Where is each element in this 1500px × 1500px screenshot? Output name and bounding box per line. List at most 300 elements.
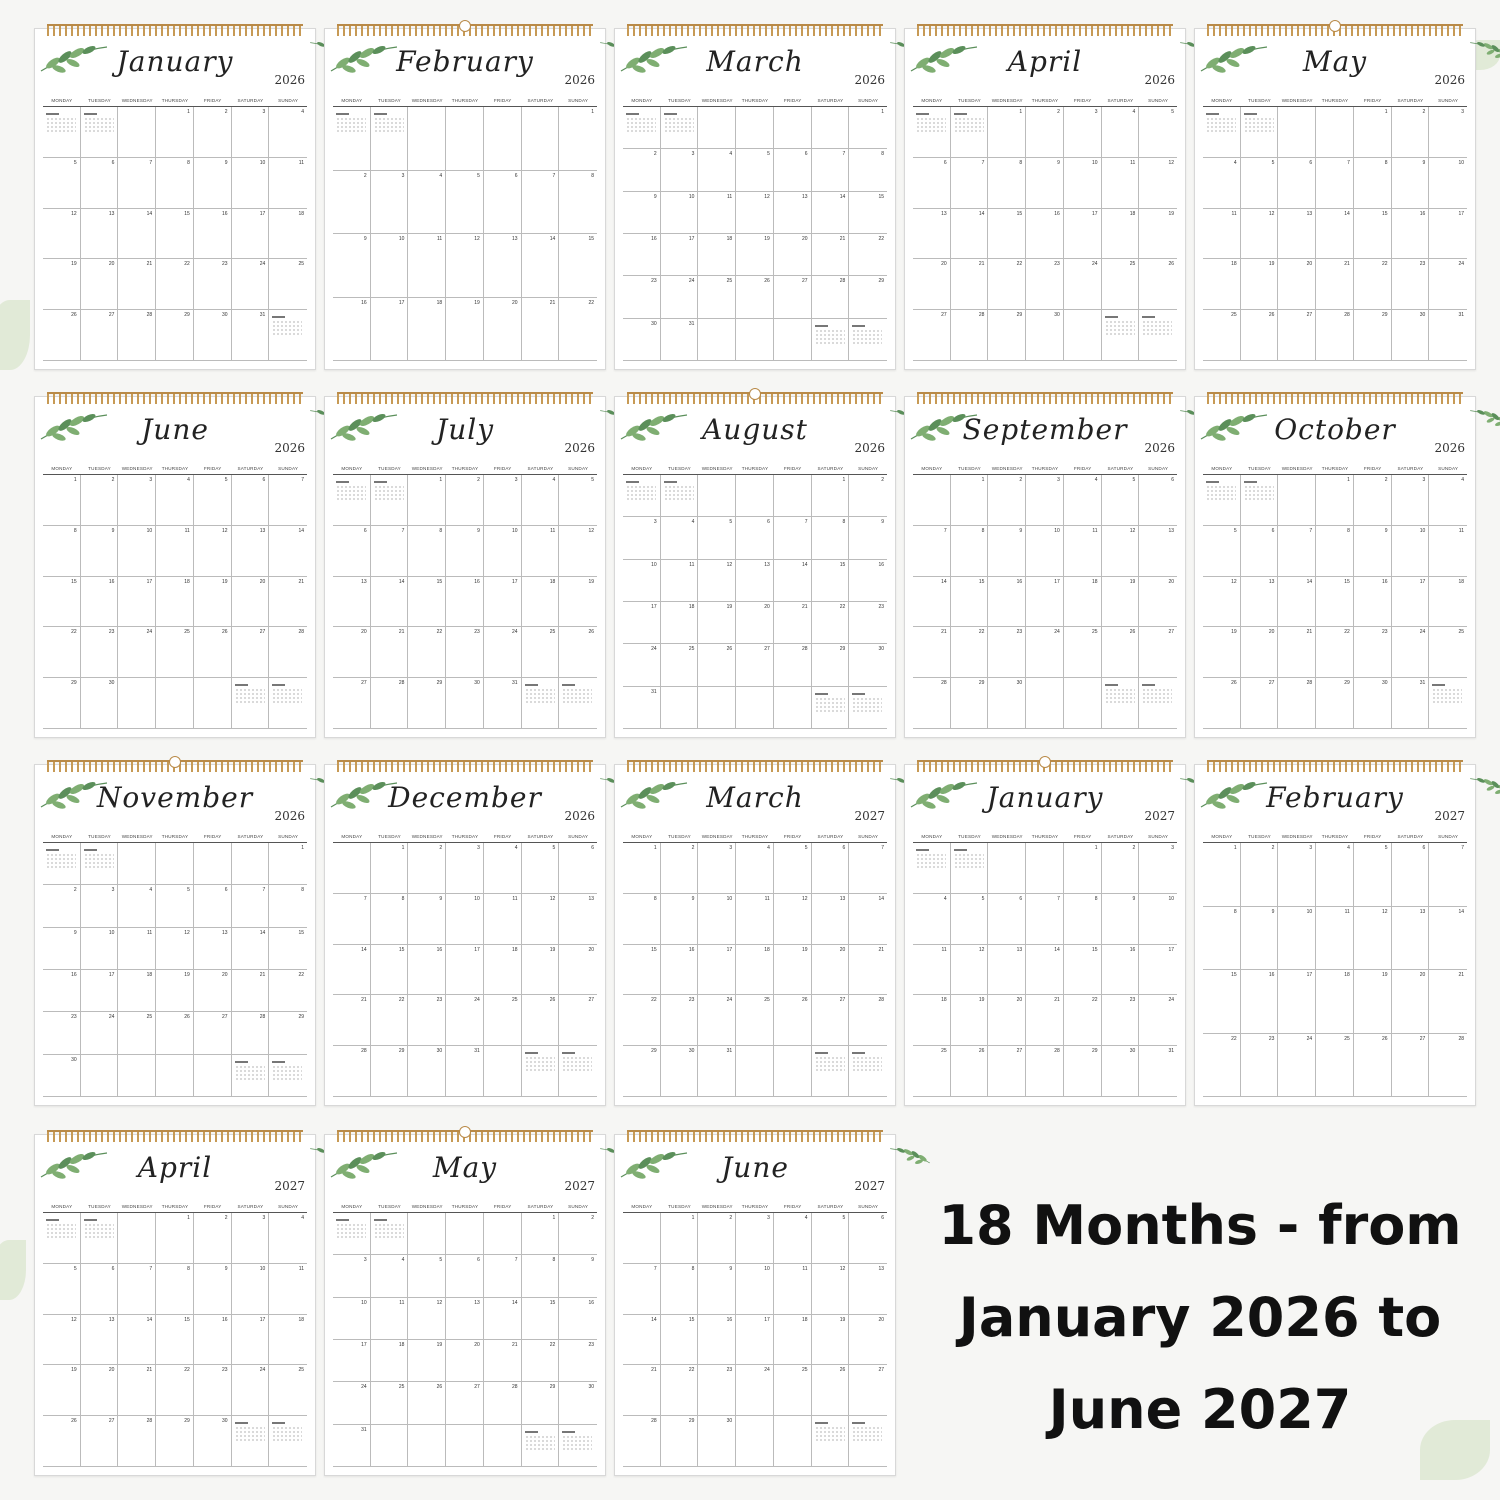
day-number: 9 <box>1271 908 1275 915</box>
day-cell <box>559 1213 597 1255</box>
day-number: 31 <box>361 1426 367 1433</box>
day-cell <box>1392 526 1430 577</box>
day-number: 26 <box>588 629 594 636</box>
day-number: 14 <box>802 561 808 568</box>
day-cell <box>1429 907 1467 971</box>
day-cell <box>522 894 560 945</box>
weekday-label: SATURDAY <box>237 1204 264 1209</box>
day-number: 17 <box>1054 578 1060 585</box>
day-number: 29 <box>651 1048 657 1055</box>
hanger-ring-icon <box>1039 756 1051 768</box>
day-cell <box>1026 1046 1064 1097</box>
day-grid <box>623 474 887 729</box>
day-cell <box>1278 678 1316 729</box>
day-number: 5 <box>1384 845 1388 851</box>
day-cell <box>118 1315 156 1366</box>
day-number: 20 <box>222 971 228 978</box>
month-title: August <box>702 413 808 446</box>
weekday-label: THURSDAY <box>741 98 769 103</box>
day-cell <box>81 158 119 209</box>
day-number: 3 <box>691 151 695 158</box>
day-cell <box>81 1416 119 1467</box>
spiral-binding <box>1207 760 1463 772</box>
day-number: 5 <box>842 1215 846 1221</box>
weekday-label: TUESDAY <box>378 466 401 471</box>
mini-calendar <box>815 325 845 345</box>
day-number: 23 <box>222 1367 228 1374</box>
mini-calendar <box>272 684 302 704</box>
day-cell <box>1064 577 1102 628</box>
day-cell <box>1026 310 1064 361</box>
day-cell <box>623 1046 661 1097</box>
weekday-label: TUESDAY <box>1248 98 1271 103</box>
day-number: 15 <box>549 1299 556 1306</box>
background-leaf <box>0 1240 26 1300</box>
day-cell <box>43 158 81 209</box>
day-cell <box>951 1046 989 1097</box>
day-number: 9 <box>111 527 115 534</box>
day-cell <box>371 627 409 678</box>
day-number: 3 <box>1171 845 1174 851</box>
day-cell <box>81 1213 119 1264</box>
day-cell <box>988 945 1026 996</box>
day-number: 6 <box>111 159 115 166</box>
day-number: 24 <box>512 629 518 636</box>
weekday-label: WEDNESDAY <box>991 466 1023 471</box>
day-number: 1 <box>653 845 657 851</box>
day-cell <box>1316 627 1354 678</box>
day-number: 12 <box>71 210 77 217</box>
day-number: 18 <box>436 299 443 306</box>
day-cell <box>156 627 194 678</box>
day-cell <box>623 1365 661 1416</box>
day-cell <box>1139 577 1177 628</box>
day-cell <box>849 319 887 361</box>
spiral-binding <box>1207 392 1463 404</box>
day-cell <box>774 319 812 361</box>
day-cell <box>484 107 522 171</box>
day-cell <box>1392 678 1430 729</box>
day-cell <box>81 885 119 927</box>
day-cell <box>333 1425 371 1467</box>
day-cell <box>812 192 850 234</box>
day-number: 25 <box>398 1384 405 1391</box>
day-cell <box>1316 475 1354 526</box>
day-number: 5 <box>224 477 228 483</box>
day-number: 6 <box>1422 845 1426 851</box>
day-cell <box>1354 907 1392 971</box>
day-number: 25 <box>512 997 518 1004</box>
weekday-label: TUESDAY <box>88 98 111 103</box>
day-cell <box>81 310 119 361</box>
year-label: 2026 <box>564 809 595 823</box>
day-cell <box>849 1264 887 1315</box>
day-number: 27 <box>108 312 115 319</box>
day-number: 9 <box>1019 527 1023 534</box>
weekday-label: SATURDAY <box>1107 834 1134 839</box>
day-cell <box>269 158 307 209</box>
day-grid <box>913 842 1177 1097</box>
day-cell <box>118 970 156 1012</box>
weekday-header <box>43 98 307 103</box>
day-cell <box>988 209 1026 260</box>
day-number: 10 <box>108 929 115 936</box>
day-number: 17 <box>474 946 480 953</box>
day-cell <box>698 517 736 559</box>
day-cell <box>333 577 371 628</box>
day-number: 24 <box>1054 629 1060 636</box>
weekday-label: MONDAY <box>631 834 653 839</box>
day-cell <box>43 1012 81 1054</box>
day-cell <box>269 107 307 158</box>
hanger-ring-icon <box>749 388 761 400</box>
day-number: 14 <box>1306 578 1313 585</box>
day-cell <box>81 928 119 970</box>
day-cell <box>43 310 81 361</box>
weekday-label: TUESDAY <box>668 834 691 839</box>
day-number: 24 <box>361 1384 367 1391</box>
day-number: 25 <box>549 629 556 636</box>
day-cell <box>988 259 1026 310</box>
day-number: 2 <box>1057 109 1060 115</box>
day-cell <box>156 1315 194 1366</box>
day-number: 23 <box>651 278 657 285</box>
day-number: 17 <box>146 578 153 585</box>
weekday-label: SUNDAY <box>568 466 589 471</box>
day-cell <box>661 945 699 996</box>
day-cell <box>736 945 774 996</box>
day-cell <box>1354 310 1392 361</box>
day-number: 3 <box>1461 109 1464 115</box>
day-cell <box>1316 1034 1354 1098</box>
day-number: 24 <box>726 997 733 1004</box>
day-number: 1 <box>187 1215 190 1221</box>
mini-calendar <box>852 1052 882 1072</box>
day-cell <box>1316 678 1354 729</box>
day-cell <box>1354 158 1392 209</box>
day-cell <box>774 1416 812 1467</box>
day-number: 19 <box>1268 261 1275 268</box>
day-grid <box>623 106 887 361</box>
day-cell <box>446 1046 484 1097</box>
weekday-label: SUNDAY <box>568 1204 589 1209</box>
weekday-label: TUESDAY <box>958 466 981 471</box>
day-cell <box>1026 894 1064 945</box>
day-number: 16 <box>1129 946 1136 953</box>
day-number: 20 <box>108 261 115 268</box>
mini-calendar <box>815 693 845 713</box>
day-number: 14 <box>941 578 947 585</box>
day-grid <box>43 106 307 361</box>
mini-calendar <box>562 684 592 704</box>
day-cell <box>913 627 951 678</box>
day-number: 15 <box>398 946 405 953</box>
day-cell <box>269 1416 307 1467</box>
day-cell <box>156 577 194 628</box>
day-cell <box>1278 577 1316 628</box>
day-number: 31 <box>726 1048 733 1055</box>
day-cell <box>522 234 560 298</box>
day-number: 12 <box>1231 578 1237 585</box>
day-number: 8 <box>1233 908 1237 915</box>
day-number: 27 <box>1016 1048 1023 1055</box>
day-number: 26 <box>1168 261 1174 268</box>
day-cell <box>849 1365 887 1416</box>
day-number: 23 <box>1382 629 1388 636</box>
day-number: 11 <box>550 527 556 534</box>
day-cell <box>522 171 560 235</box>
day-cell <box>522 1255 560 1297</box>
calendar-page <box>1194 764 1476 1106</box>
day-number: 27 <box>764 646 770 653</box>
day-number: 2 <box>1384 477 1388 483</box>
day-number: 3 <box>514 477 518 483</box>
weekday-label: WEDNESDAY <box>1281 834 1313 839</box>
day-cell <box>623 475 661 517</box>
day-cell <box>698 1213 736 1264</box>
day-number: 30 <box>878 646 884 653</box>
day-cell <box>269 1213 307 1264</box>
day-cell <box>1139 158 1177 209</box>
day-cell <box>1139 843 1177 894</box>
day-number: 2 <box>1019 477 1023 483</box>
day-number: 6 <box>1309 159 1313 166</box>
day-number: 13 <box>108 210 115 217</box>
weekday-label: SATURDAY <box>1107 98 1134 103</box>
day-cell <box>156 158 194 209</box>
day-number: 4 <box>943 895 947 902</box>
day-cell <box>408 1298 446 1340</box>
day-cell <box>698 192 736 234</box>
day-number: 5 <box>804 845 808 851</box>
headline-line-1: 18 Months - from <box>938 1194 1462 1257</box>
day-number: 3 <box>767 1215 770 1221</box>
day-cell <box>951 995 989 1046</box>
day-cell <box>232 1315 270 1366</box>
day-number: 1 <box>981 477 985 483</box>
day-number: 11 <box>298 159 304 166</box>
day-number: 9 <box>1422 159 1426 166</box>
day-cell <box>913 843 951 894</box>
day-cell <box>1139 259 1177 310</box>
day-number: 18 <box>184 578 190 585</box>
weekday-label: FRIDAY <box>783 466 802 471</box>
weekday-label: MONDAY <box>51 466 73 471</box>
day-number: 28 <box>1458 1035 1464 1042</box>
day-number: 1 <box>1347 477 1350 483</box>
day-cell <box>849 894 887 945</box>
day-number: 10 <box>688 193 695 200</box>
day-grid <box>333 842 597 1097</box>
day-number: 19 <box>1129 578 1136 585</box>
day-cell <box>232 1055 270 1097</box>
weekday-label: WEDNESDAY <box>991 834 1023 839</box>
day-number: 15 <box>1344 578 1350 585</box>
day-cell <box>736 475 774 517</box>
day-number: 30 <box>1129 1048 1136 1055</box>
spiral-binding <box>337 760 593 772</box>
day-cell <box>812 687 850 729</box>
weekday-label: THURSDAY <box>1321 98 1349 103</box>
weekday-label: SUNDAY <box>1438 466 1459 471</box>
day-cell <box>698 687 736 729</box>
day-cell <box>43 259 81 310</box>
day-number: 7 <box>363 895 367 902</box>
day-number: 8 <box>187 1265 190 1272</box>
day-number: 19 <box>436 1341 443 1348</box>
day-cell <box>81 107 119 158</box>
weekday-label: TUESDAY <box>958 834 981 839</box>
day-number: 16 <box>436 946 443 953</box>
day-number: 13 <box>108 1316 115 1323</box>
mini-calendar <box>272 316 302 336</box>
weekday-label: THURSDAY <box>161 98 189 103</box>
weekday-label: FRIDAY <box>1363 834 1382 839</box>
day-cell <box>1203 627 1241 678</box>
day-number: 12 <box>436 1299 443 1306</box>
day-cell <box>774 995 812 1046</box>
day-number: 25 <box>1458 629 1464 636</box>
day-number: 31 <box>474 1048 480 1055</box>
day-cell <box>736 644 774 686</box>
day-number: 18 <box>298 210 304 217</box>
spiral-binding <box>47 392 303 404</box>
weekday-label: THURSDAY <box>451 98 479 103</box>
month-title: March <box>706 45 804 78</box>
day-number: 24 <box>146 629 153 636</box>
day-cell <box>484 1298 522 1340</box>
day-cell <box>774 945 812 996</box>
mini-calendar <box>336 481 366 501</box>
day-number: 4 <box>1233 159 1237 166</box>
weekday-label: SATURDAY <box>527 1204 554 1209</box>
day-number: 28 <box>1344 312 1350 319</box>
day-cell <box>194 1012 232 1054</box>
day-number: 7 <box>804 519 808 526</box>
month-title: June <box>721 1151 789 1184</box>
day-number: 22 <box>184 261 190 268</box>
day-number: 24 <box>688 278 695 285</box>
day-number: 1 <box>1233 845 1237 851</box>
day-cell <box>1102 310 1140 361</box>
hanger-ring-icon <box>169 756 181 768</box>
day-cell <box>812 319 850 361</box>
day-cell <box>1429 526 1467 577</box>
day-number: 7 <box>401 527 405 534</box>
day-cell <box>1102 577 1140 628</box>
day-number: 12 <box>839 1265 846 1272</box>
day-cell <box>156 259 194 310</box>
day-number: 10 <box>398 236 405 242</box>
day-cell <box>232 1416 270 1467</box>
day-number: 5 <box>552 845 556 851</box>
day-cell <box>81 627 119 678</box>
month-title: February <box>1266 781 1404 814</box>
day-number: 28 <box>398 680 405 687</box>
day-cell <box>333 1213 371 1255</box>
year-label: 2026 <box>274 73 305 87</box>
day-cell <box>559 1046 597 1097</box>
day-number: 8 <box>301 887 304 894</box>
day-cell <box>849 1416 887 1467</box>
weekday-label: TUESDAY <box>668 466 691 471</box>
day-cell <box>371 1382 409 1424</box>
mini-calendar <box>46 113 76 133</box>
weekday-label: THURSDAY <box>161 1204 189 1209</box>
day-number: 9 <box>1384 527 1388 534</box>
weekday-label: TUESDAY <box>378 98 401 103</box>
day-number: 16 <box>1054 210 1060 217</box>
day-cell <box>156 885 194 927</box>
day-cell <box>1139 209 1177 260</box>
weekday-label: TUESDAY <box>668 1204 691 1209</box>
day-cell <box>81 1365 119 1416</box>
day-number: 27 <box>1419 1035 1426 1042</box>
mini-calendar <box>815 1422 845 1442</box>
day-number: 30 <box>222 312 228 319</box>
day-cell <box>118 310 156 361</box>
day-cell <box>698 945 736 996</box>
day-cell <box>194 1055 232 1097</box>
weekday-label: SATURDAY <box>237 98 264 103</box>
day-cell <box>333 298 371 362</box>
day-cell <box>232 885 270 927</box>
day-cell <box>1316 526 1354 577</box>
day-number: 26 <box>1382 1035 1388 1042</box>
day-number: 31 <box>1168 1048 1174 1055</box>
day-cell <box>156 475 194 526</box>
day-cell <box>623 234 661 276</box>
day-number: 8 <box>1094 895 1098 902</box>
day-cell <box>1354 678 1392 729</box>
day-cell <box>1203 577 1241 628</box>
day-number: 25 <box>1129 261 1136 268</box>
day-number: 30 <box>1419 312 1426 319</box>
day-cell <box>1278 907 1316 971</box>
day-cell <box>623 276 661 318</box>
day-cell <box>333 234 371 298</box>
day-cell <box>812 560 850 602</box>
calendar-page <box>614 396 896 738</box>
day-cell <box>812 945 850 996</box>
day-cell <box>661 517 699 559</box>
day-cell <box>812 843 850 894</box>
day-number: 12 <box>71 1316 77 1323</box>
day-number: 22 <box>1344 629 1350 636</box>
day-number: 13 <box>222 929 228 936</box>
day-number: 4 <box>439 172 443 179</box>
day-cell <box>988 894 1026 945</box>
day-cell <box>484 995 522 1046</box>
day-number: 16 <box>726 1316 733 1323</box>
day-number: 19 <box>549 946 556 953</box>
day-cell <box>774 276 812 318</box>
day-number: 1 <box>187 109 190 115</box>
day-number: 31 <box>259 312 266 319</box>
day-cell <box>1026 475 1064 526</box>
day-cell <box>1429 970 1467 1034</box>
day-number: 14 <box>651 1316 657 1323</box>
day-cell <box>812 149 850 191</box>
year-label: 2027 <box>854 809 885 823</box>
day-cell <box>446 526 484 577</box>
mini-calendar <box>1244 481 1274 501</box>
day-cell <box>1203 107 1241 158</box>
day-cell <box>269 970 307 1012</box>
day-cell <box>1026 945 1064 996</box>
day-number: 10 <box>1419 527 1426 534</box>
day-cell <box>1026 107 1064 158</box>
